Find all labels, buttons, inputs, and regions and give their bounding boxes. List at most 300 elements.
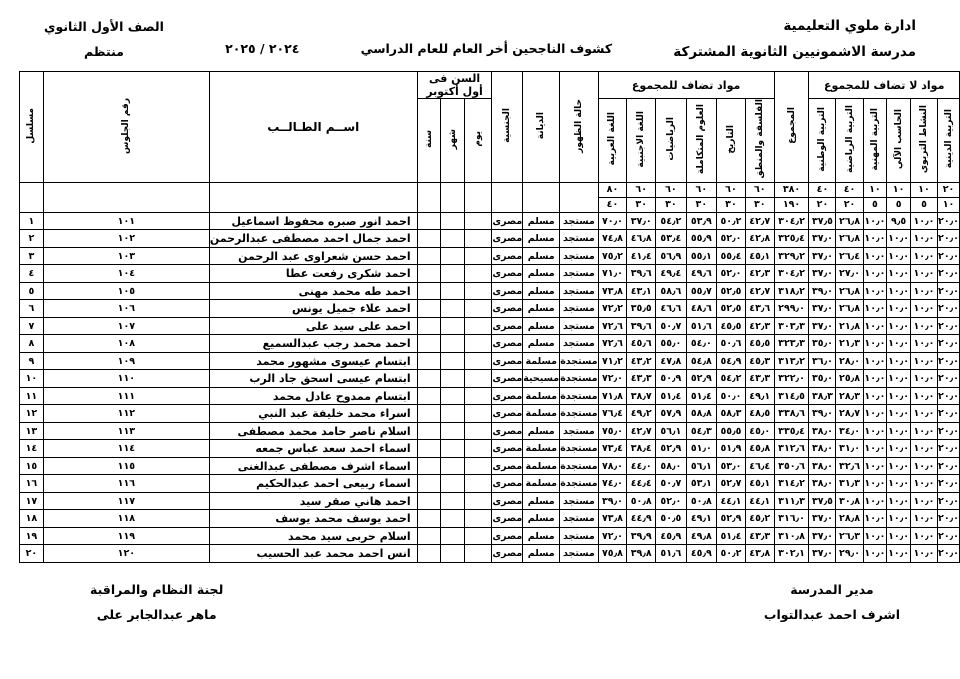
cell-nationality: مصرى — [492, 405, 523, 423]
cell-sports: ٣١٫٣ — [836, 475, 863, 493]
cell-student-name: احمد شكرى رفعت عطا — [209, 265, 417, 283]
cell-computer: ١٠٫٠ — [887, 317, 911, 335]
cell-citizenship: ٣٨٫٠ — [809, 475, 836, 493]
cell-computer: ١٠٫٠ — [887, 282, 911, 300]
cell-age-month — [441, 475, 465, 493]
cell-arabic: ٧٣٫٨ — [598, 510, 627, 528]
cell-nationality: مصرى — [492, 230, 523, 248]
cell-history: ٥٢٫٥ — [717, 282, 746, 300]
religion-header: الديانة — [523, 72, 560, 183]
cell-history: ٥٢٫٧ — [717, 475, 746, 493]
max-math: ٦٠ — [656, 182, 686, 197]
cell-status: مستجد — [560, 335, 598, 353]
cell-vocational: ١٠٫٠ — [863, 545, 887, 563]
max-activity: ١٠ — [910, 182, 937, 197]
cell-science: ٥٤٫٠ — [686, 335, 716, 353]
min-activity: ٥ — [910, 197, 937, 212]
cell-citizenship: ٣٧٫٠ — [809, 265, 836, 283]
cell-computer: ١٠٫٠ — [887, 352, 911, 370]
cell-sports: ٢٨٫٨ — [836, 510, 863, 528]
cell-philosophy: ٤٢٫٧ — [745, 282, 774, 300]
cell-religious: ٢٠٫٠ — [938, 475, 960, 493]
attendance-type: منتظم — [83, 44, 124, 59]
cell-total: ٣٠٢٫١ — [774, 545, 809, 563]
cell-nationality: مصرى — [492, 335, 523, 353]
table-row — [1, 492, 960, 510]
table-row — [1, 247, 960, 265]
cell-science: ٥١٫٠ — [686, 440, 716, 458]
cell-english: ٥٠٫٨ — [627, 492, 656, 510]
cell-nationality: مصرى — [492, 212, 523, 230]
cell-age-day — [465, 282, 492, 300]
committee-name: ماهر عبدالجابر على — [96, 606, 217, 622]
cell-citizenship: ٣٧٫٠ — [809, 300, 836, 318]
cell-student-name: اسلام ناصر حامد محمد مصطفى — [209, 422, 417, 440]
cell-philosophy: ٤٥٫١ — [745, 475, 774, 493]
cell-religion: مسلمة — [523, 475, 560, 493]
cell-citizenship: ٣٧٫٠ — [809, 230, 836, 248]
cell-sports: ٣١٫٠ — [836, 440, 863, 458]
cell-activity: ١٠٫٠ — [910, 527, 937, 545]
cell-vocational: ١٠٫٠ — [863, 247, 887, 265]
cell-computer: ١٠٫٠ — [887, 545, 911, 563]
cell-activity: ١٠٫٠ — [910, 370, 937, 388]
status-header: حالة الظهور — [560, 72, 598, 183]
cell-english: ٣٩٫٦ — [627, 317, 656, 335]
cell-serial: ١٥ — [19, 457, 43, 475]
cell-english: ٣٩٫٨ — [627, 545, 656, 563]
cell-seat-number: ١٠٦ — [43, 300, 209, 318]
cell-math: ٥٦٫١ — [656, 422, 686, 440]
cell-vocational: ١٠٫٠ — [863, 387, 887, 405]
cell-science: ٥٣٫٩ — [686, 212, 716, 230]
cell-science: ٤٩٫٨ — [686, 527, 716, 545]
cell-nationality: مصرى — [492, 440, 523, 458]
cell-sports: ٣٠٫٨ — [836, 492, 863, 510]
cell-citizenship: ٣٧٫٠ — [809, 527, 836, 545]
cell-philosophy: ٤٦٫٤ — [745, 457, 774, 475]
age-day-spacer — [465, 182, 492, 212]
cell-religion: مسلم — [523, 510, 560, 528]
max-sports: ٤٠ — [836, 182, 863, 197]
cell-science: ٥١٫٦ — [686, 317, 716, 335]
cell-age-year — [417, 282, 441, 300]
cell-religion: مسلم — [523, 422, 560, 440]
name-spacer — [209, 182, 417, 212]
cell-status: مستجد — [560, 317, 598, 335]
cell-serial: ٩ — [19, 352, 43, 370]
table-group-header-row — [1, 72, 960, 99]
cell-math: ٥٥٫٠ — [656, 335, 686, 353]
cell-religion: مسلم — [523, 335, 560, 353]
col-activity: النشاط التربوي — [910, 99, 937, 183]
col-english: اللغة الاجنبية — [627, 99, 656, 183]
cell-sports: ٢٦٫٨ — [836, 282, 863, 300]
cell-history: ٥٣٫٠ — [717, 457, 746, 475]
cell-serial: ٢ — [19, 230, 43, 248]
cell-age-day — [465, 457, 492, 475]
cell-religious: ٢٠٫٠ — [938, 230, 960, 248]
cell-citizenship: ٣٥٫٠ — [809, 335, 836, 353]
col-age-year: سنة — [417, 99, 441, 183]
cell-serial: ٢٠ — [19, 545, 43, 563]
cell-activity: ١٠٫٠ — [910, 387, 937, 405]
cell-science: ٥٢٫٩ — [686, 370, 716, 388]
cell-status: مستجدة — [560, 440, 598, 458]
cell-total: ٣٣٥٫٤ — [774, 422, 809, 440]
cell-student-name: اسماء اشرف مصطفى عبدالغنى — [209, 457, 417, 475]
cell-vocational: ١٠٫٠ — [863, 352, 887, 370]
cell-english: ٤٤٫٤ — [627, 475, 656, 493]
cell-religion: مسلمة — [523, 457, 560, 475]
cell-arabic: ٧٢٫٠ — [598, 527, 627, 545]
min-philosophy: ٣٠ — [745, 197, 774, 212]
cell-total: ٣٢٣٫٣ — [774, 335, 809, 353]
cell-age-year — [417, 510, 441, 528]
cell-seat-number: ١٠٨ — [43, 335, 209, 353]
cell-status: مستجد — [560, 247, 598, 265]
cell-english: ٤٤٫٩ — [627, 510, 656, 528]
cell-activity: ١٠٫٠ — [910, 457, 937, 475]
cell-philosophy: ٤٩٫١ — [745, 387, 774, 405]
cell-total: ٣١١٫٣ — [774, 492, 809, 510]
cell-arabic: ٧٥٫٨ — [598, 545, 627, 563]
cell-religious: ٢٠٫٠ — [938, 422, 960, 440]
cell-total: ٣٢٥٫٤ — [774, 230, 809, 248]
cell-religion: مسلمة — [523, 440, 560, 458]
cell-religion: مسلم — [523, 527, 560, 545]
cell-seat-number: ١٢٠ — [43, 545, 209, 563]
cell-nationality: مصرى — [492, 317, 523, 335]
cell-activity: ١٠٫٠ — [910, 317, 937, 335]
cell-religious: ٢٠٫٠ — [938, 300, 960, 318]
min-math: ٣٠ — [656, 197, 686, 212]
cell-age-day — [465, 475, 492, 493]
principal-block — [764, 577, 900, 627]
cell-english: ٣٨٫٧ — [627, 387, 656, 405]
school-admin-block — [673, 14, 916, 65]
cell-history: ٥٢٫٠ — [717, 265, 746, 283]
cell-age-month — [441, 265, 465, 283]
cell-english: ٤٣٫١ — [627, 282, 656, 300]
seat-number-header: رقم الجلوس — [43, 72, 209, 183]
cell-philosophy: ٤٥٫٠ — [745, 422, 774, 440]
max-history: ٦٠ — [717, 182, 746, 197]
cell-philosophy: ٤٢٫٨ — [745, 230, 774, 248]
table-row — [1, 352, 960, 370]
cell-age-day — [465, 440, 492, 458]
cell-age-month — [441, 492, 465, 510]
cell-arabic: ٧٤٫٨ — [598, 230, 627, 248]
cell-computer: ١٠٫٠ — [887, 265, 911, 283]
cell-student-name: احمد هاني صقر سيد — [209, 492, 417, 510]
col-age-month: شهر — [441, 99, 465, 183]
cell-vocational: ١٠٫٠ — [863, 457, 887, 475]
cell-religious: ٢٠٫٠ — [938, 440, 960, 458]
cell-religion: مسلم — [523, 230, 560, 248]
academic-year: ٢٠٢٤ / ٢٠٢٥ — [225, 41, 300, 56]
cell-history: ٥٠٫٢ — [717, 545, 746, 563]
cell-vocational: ١٠٫٠ — [863, 317, 887, 335]
cell-age-year — [417, 440, 441, 458]
cell-citizenship: ٣٦٫٠ — [809, 352, 836, 370]
grade-block — [44, 14, 164, 64]
cell-sports: ٢٨٫٣ — [836, 387, 863, 405]
cell-math: ٥٢٫٠ — [656, 492, 686, 510]
cell-activity: ١٠٫٠ — [910, 212, 937, 230]
cell-english: ٣٧٫٠ — [627, 212, 656, 230]
cell-age-month — [441, 440, 465, 458]
min-vocational: ٥ — [863, 197, 887, 212]
cell-religious: ٢٠٫٠ — [938, 457, 960, 475]
cell-age-day — [465, 352, 492, 370]
cell-computer: ١٠٫٠ — [887, 510, 911, 528]
cell-seat-number: ١١٢ — [43, 405, 209, 423]
cell-history: ٥٢٫٥ — [717, 300, 746, 318]
cell-math: ٥٣٫٤ — [656, 230, 686, 248]
table-row — [1, 527, 960, 545]
cell-science: ٥٣٫١ — [686, 475, 716, 493]
cell-age-month — [441, 335, 465, 353]
cell-computer: ١٠٫٠ — [887, 230, 911, 248]
max-vocational: ١٠ — [863, 182, 887, 197]
min-science: ٣٠ — [686, 197, 716, 212]
cell-serial: ٤ — [19, 265, 43, 283]
table-row — [1, 212, 960, 230]
table-row — [1, 405, 960, 423]
cell-science: ٥٥٫١ — [686, 247, 716, 265]
cell-math: ٥٨٫٠ — [656, 457, 686, 475]
cell-english: ٤٣٫٢ — [627, 352, 656, 370]
cell-arabic: ٧٥٫٠ — [598, 422, 627, 440]
cell-status: مستجد — [560, 545, 598, 563]
cell-religious: ٢٠٫٠ — [938, 510, 960, 528]
cell-serial: ٨ — [19, 335, 43, 353]
cell-serial: ١١ — [19, 387, 43, 405]
min-english: ٣٠ — [627, 197, 656, 212]
cell-vocational: ١٠٫٠ — [863, 300, 887, 318]
cell-activity: ١٠٫٠ — [910, 352, 937, 370]
cell-english: ٤٥٫٦ — [627, 335, 656, 353]
cell-arabic: ٧٢٫٢ — [598, 300, 627, 318]
cell-religion: مسلمة — [523, 405, 560, 423]
committee-block — [90, 577, 223, 627]
cell-math: ٥٠٫٩ — [656, 370, 686, 388]
cell-nationality: مصرى — [492, 492, 523, 510]
cell-english: ٤٩٫٢ — [627, 405, 656, 423]
table-row — [1, 510, 960, 528]
cell-nationality: مصرى — [492, 475, 523, 493]
cell-total: ٣١٤٫٢ — [774, 475, 809, 493]
cell-citizenship: ٣٧٫٠ — [809, 317, 836, 335]
nationality-header: الجنسية — [492, 72, 523, 183]
cell-sports: ٢١٫٨ — [836, 317, 863, 335]
cell-arabic: ٧١٫٠ — [598, 265, 627, 283]
cell-activity: ١٠٫٠ — [910, 405, 937, 423]
cell-age-year — [417, 545, 441, 563]
cell-status: مستجد — [560, 422, 598, 440]
cell-serial: ١٦ — [19, 475, 43, 493]
cell-age-year — [417, 300, 441, 318]
cell-total: ٣٥٠٫٦ — [774, 457, 809, 475]
cell-religious: ٢٠٫٠ — [938, 545, 960, 563]
cell-activity: ١٠٫٠ — [910, 265, 937, 283]
cell-serial: ١٩ — [19, 527, 43, 545]
cell-status: مستجد — [560, 527, 598, 545]
table-row — [1, 335, 960, 353]
cell-sports: ٢٦٫٨ — [836, 300, 863, 318]
cell-science: ٥٥٫٧ — [686, 282, 716, 300]
cell-computer: ٩٫٥ — [887, 212, 911, 230]
cell-philosophy: ٤٣٫٣ — [745, 527, 774, 545]
religion-spacer — [523, 182, 560, 212]
cell-status: مستجد — [560, 265, 598, 283]
cell-activity: ١٠٫٠ — [910, 440, 937, 458]
cell-sports: ٢٨٫٠ — [836, 352, 863, 370]
cell-serial: ١ — [19, 212, 43, 230]
cell-status: مستجد — [560, 492, 598, 510]
cell-religion: مسلم — [523, 265, 560, 283]
cell-status: مستجد — [560, 300, 598, 318]
cell-status: مستجدة — [560, 387, 598, 405]
cell-nationality: مصرى — [492, 545, 523, 563]
col-computer: الحاسب الآلي — [887, 99, 911, 183]
cell-arabic: ٧٢٫٠ — [598, 370, 627, 388]
cell-activity: ١٠٫٠ — [910, 492, 937, 510]
cell-philosophy: ٤٥٫١ — [745, 247, 774, 265]
cell-history: ٥١٫٩ — [717, 440, 746, 458]
cell-age-day — [465, 387, 492, 405]
cell-age-year — [417, 265, 441, 283]
cell-status: مستجدة — [560, 475, 598, 493]
cell-student-name: اسلام حربى سيد محمد — [209, 527, 417, 545]
cell-status: مستجدة — [560, 370, 598, 388]
cell-age-year — [417, 405, 441, 423]
cell-total: ٣٠٤٫٢ — [774, 265, 809, 283]
cell-religious: ٢٠٫٠ — [938, 247, 960, 265]
cell-age-month — [441, 527, 465, 545]
age-header: السن فى أول أكتوبر — [417, 72, 492, 99]
cell-computer: ١٠٫٠ — [887, 335, 911, 353]
cell-citizenship: ٣٨٫٠ — [809, 422, 836, 440]
cell-status: مستجد — [560, 510, 598, 528]
cell-history: ٥٢٫٠ — [717, 230, 746, 248]
col-math: الرياضيات — [656, 99, 686, 183]
col-religious: التربية الدينية — [938, 99, 960, 183]
cell-math: ٤٦٫٦ — [656, 300, 686, 318]
cell-computer: ١٠٫٠ — [887, 527, 911, 545]
cell-total: ٣١٣٫٢ — [774, 352, 809, 370]
max-philosophy: ٦٠ — [745, 182, 774, 197]
cell-status: مستجدة — [560, 457, 598, 475]
cell-math: ٥٧٫٩ — [656, 405, 686, 423]
cell-age-month — [441, 405, 465, 423]
cell-science: ٥٤٫٨ — [686, 352, 716, 370]
cell-religion: مسلم — [523, 492, 560, 510]
cell-age-year — [417, 212, 441, 230]
cell-religious: ٢٠٫٠ — [938, 282, 960, 300]
cell-citizenship: ٣٩٫٠ — [809, 405, 836, 423]
cell-science: ٥٠٫٨ — [686, 492, 716, 510]
cell-arabic: ٧٨٫٠ — [598, 457, 627, 475]
min-computer: ٥ — [887, 197, 911, 212]
cell-seat-number: ١٠٧ — [43, 317, 209, 335]
seat-spacer — [43, 182, 209, 212]
cell-student-name: اسماء ربيعى احمد عبدالحكيم — [209, 475, 417, 493]
cell-math: ٤٥٫٩ — [656, 527, 686, 545]
cell-seat-number: ١١٠ — [43, 370, 209, 388]
cell-sports: ٣٤٫٠ — [836, 422, 863, 440]
cell-english: ٤١٫٤ — [627, 247, 656, 265]
cell-total: ٣١٨٫٢ — [774, 282, 809, 300]
cell-religious: ٢٠٫٠ — [938, 387, 960, 405]
cell-total: ٣١٦٫٠ — [774, 510, 809, 528]
cell-nationality: مصرى — [492, 527, 523, 545]
cell-philosophy: ٤٢٫٣ — [745, 317, 774, 335]
cell-arabic: ٧٥٫٢ — [598, 247, 627, 265]
cell-age-month — [441, 370, 465, 388]
cell-age-year — [417, 247, 441, 265]
cell-activity: ١٠٫٠ — [910, 475, 937, 493]
max-computer: ١٠ — [887, 182, 911, 197]
page-header — [0, 0, 960, 65]
cell-student-name: ابتسام عيسى اسحق جاد الرب — [209, 370, 417, 388]
cell-arabic: ٧٢٫٦ — [598, 317, 627, 335]
cell-seat-number: ١١١ — [43, 387, 209, 405]
cell-religion: مسلم — [523, 247, 560, 265]
cell-total: ٣١٢٫٦ — [774, 440, 809, 458]
cell-philosophy: ٤٣٫٣ — [745, 370, 774, 388]
cell-age-day — [465, 370, 492, 388]
status-spacer — [560, 182, 598, 212]
cell-total: ٣٢٢٫٠ — [774, 370, 809, 388]
cell-age-month — [441, 510, 465, 528]
committee-title: لجنة النظام والمراقبة — [90, 581, 224, 597]
cell-student-name: اسراء محمد خليفة عبد النبي — [209, 405, 417, 423]
cell-math: ٥٤٫٢ — [656, 212, 686, 230]
col-arabic: اللغة العربية — [598, 99, 627, 183]
page-footer — [0, 563, 960, 627]
cell-total: ٣٠٤٫٢ — [774, 212, 809, 230]
cell-serial: ١٨ — [19, 510, 43, 528]
cell-philosophy: ٤٥٫٨ — [745, 440, 774, 458]
cell-serial: ٣ — [19, 247, 43, 265]
cell-philosophy: ٤٥٫٣ — [745, 352, 774, 370]
cell-religious: ٢٠٫٠ — [938, 265, 960, 283]
academic-year-block — [225, 14, 299, 61]
cell-seat-number: ١٠٢ — [43, 230, 209, 248]
max-arabic: ٨٠ — [598, 182, 627, 197]
cell-science: ٤٩٫١ — [686, 510, 716, 528]
cell-student-name: انس احمد محمد عبد الحسيب — [209, 545, 417, 563]
cell-status: مستجد — [560, 282, 598, 300]
cell-age-year — [417, 230, 441, 248]
cell-seat-number: ١١٩ — [43, 527, 209, 545]
cell-history: ٥٠٫٦ — [717, 335, 746, 353]
cell-history: ٥٠٫٢ — [717, 212, 746, 230]
cell-english: ٣٩٫٦ — [627, 265, 656, 283]
nationality-spacer — [492, 182, 523, 212]
age-year-spacer — [417, 182, 441, 212]
cell-serial: ١٠ — [19, 370, 43, 388]
col-history: التاريخ — [717, 99, 746, 183]
cell-math: ٥٠٫٧ — [656, 317, 686, 335]
cell-english: ٣٨٫٤ — [627, 440, 656, 458]
cell-total: ٣٣٨٫٦ — [774, 405, 809, 423]
cell-math: ٤٩٫٤ — [656, 265, 686, 283]
cell-age-day — [465, 230, 492, 248]
cell-computer: ١٠٫٠ — [887, 475, 911, 493]
